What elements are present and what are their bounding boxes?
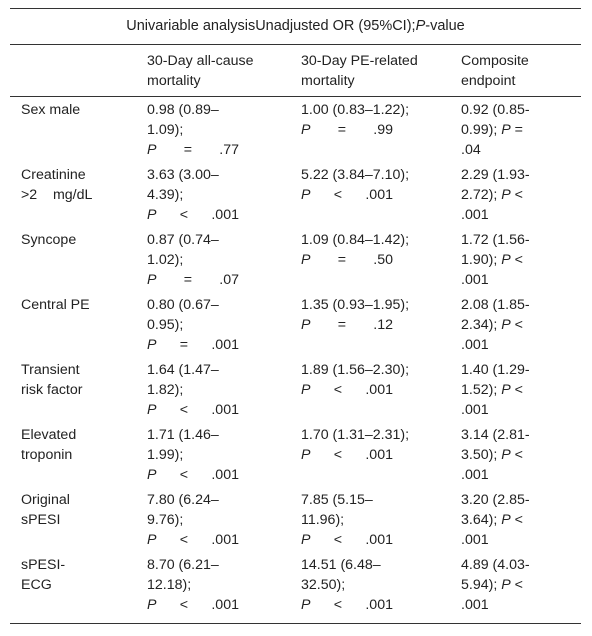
p-symbol: P: [147, 402, 157, 418]
cell-composite: [461, 295, 571, 355]
p-operator: <: [333, 597, 343, 613]
or-text: 1.02);: [147, 252, 184, 268]
cell-all-cause: [147, 165, 277, 225]
composite-text: 2.08 (1.85-: [461, 297, 530, 313]
p-operator: <: [333, 532, 343, 548]
column-header-all-cause: [147, 51, 277, 91]
composite-text: .001: [461, 272, 489, 288]
p-symbol: P: [147, 532, 157, 548]
p-value: .001: [365, 187, 393, 203]
column-header-line: 30-Day PE-related: [301, 53, 418, 69]
composite-text: 1.90); P <: [461, 252, 523, 268]
p-value-line: [301, 185, 393, 205]
row-label-line: Creatinine: [21, 167, 86, 183]
cell-composite: [461, 425, 571, 485]
or-text: 0.87 (0.74–: [147, 232, 219, 248]
p-value-line: [301, 445, 393, 465]
p-value: .001: [365, 597, 393, 613]
composite-text: 3.50); P <: [461, 447, 523, 463]
or-text: 1.71 (1.46–: [147, 427, 219, 443]
header-rule: [10, 44, 581, 45]
composite-text: .001: [461, 207, 489, 223]
or-text: 0.95);: [147, 317, 184, 333]
composite-text: .001: [461, 532, 489, 548]
title-tail: -value: [425, 18, 465, 34]
composite-text: 4.89 (4.03-: [461, 557, 530, 573]
p-operator: =: [183, 272, 193, 288]
p-value: .50: [373, 252, 393, 268]
p-symbol: P: [147, 337, 157, 353]
row-label-line: ECG: [21, 577, 52, 593]
column-header-pe-related: [301, 51, 449, 91]
p-value: .001: [211, 402, 239, 418]
cell-all-cause: [147, 230, 277, 290]
composite-text: 0.92 (0.85-: [461, 102, 530, 118]
p-value: .001: [365, 532, 393, 548]
or-text: 5.22 (3.84–7.10);: [301, 167, 410, 183]
p-value-line: [147, 595, 239, 615]
body-rule: [10, 96, 581, 97]
p-symbol: P: [147, 142, 157, 158]
p-value: .001: [211, 207, 239, 223]
cell-composite: [461, 100, 571, 160]
p-operator: <: [179, 597, 189, 613]
or-text: 7.80 (6.24–: [147, 492, 219, 508]
p-value-line: [147, 465, 239, 485]
or-text: 1.99);: [147, 447, 184, 463]
row-label-line: Original: [21, 492, 70, 508]
p-operator: <: [179, 467, 189, 483]
table-bottom-rule: [10, 623, 581, 624]
or-text: 1.82);: [147, 382, 184, 398]
row-label-line: risk factor: [21, 382, 83, 398]
column-header-line: mortality: [301, 73, 355, 89]
row-label-line: Transient: [21, 362, 80, 378]
cell-all-cause: [147, 425, 277, 485]
p-value-line: [301, 595, 393, 615]
row-label-line: sPESI-: [21, 557, 66, 573]
row-label-line: sPESI: [21, 512, 61, 528]
p-operator: =: [337, 252, 347, 268]
or-text: 1.35 (0.93–1.95);: [301, 297, 410, 313]
composite-text: .001: [461, 402, 489, 418]
composite-text: 3.20 (2.85-: [461, 492, 530, 508]
or-text: 0.98 (0.89–: [147, 102, 219, 118]
cell-pe-related: [301, 555, 449, 615]
p-value: .001: [211, 597, 239, 613]
p-operator: <: [333, 187, 343, 203]
p-value-line: [147, 530, 239, 550]
p-value: .12: [373, 317, 393, 333]
row-label-line: Syncope: [21, 232, 77, 248]
cell-pe-related: [301, 165, 449, 205]
p-symbol: P: [301, 187, 311, 203]
row-label: [21, 425, 121, 465]
p-value-line: [301, 380, 393, 400]
cell-composite: [461, 360, 571, 420]
composite-text: 1.40 (1.29-: [461, 362, 530, 378]
p-value: .001: [365, 382, 393, 398]
p-operator: <: [333, 382, 343, 398]
row-label-line: Central PE: [21, 297, 90, 313]
p-value-line: [301, 315, 393, 335]
composite-text: 2.34); P <: [461, 317, 523, 333]
or-text: 1.00 (0.83–1.22);: [301, 102, 410, 118]
row-label-line: troponin: [21, 447, 73, 463]
table-title: [10, 8, 581, 44]
p-value: .001: [365, 447, 393, 463]
column-header-line: 30-Day all-cause: [147, 53, 254, 69]
cell-composite: [461, 490, 571, 550]
p-symbol: P: [301, 317, 311, 333]
p-operator: <: [179, 207, 189, 223]
cell-composite: [461, 555, 571, 615]
column-header-line: Composite: [461, 53, 529, 69]
or-text: 32.50);: [301, 577, 346, 593]
p-value-line: [301, 530, 393, 550]
cell-all-cause: [147, 555, 277, 615]
or-text: 1.64 (1.47–: [147, 362, 219, 378]
cell-composite: [461, 165, 571, 225]
p-value: .001: [211, 467, 239, 483]
or-text: 0.80 (0.67–: [147, 297, 219, 313]
composite-text: 5.94); P <: [461, 577, 523, 593]
cell-all-cause: [147, 490, 277, 550]
row-label: [21, 100, 121, 120]
p-operator: <: [179, 532, 189, 548]
or-text: 1.70 (1.31–2.31);: [301, 427, 410, 443]
p-value-line: [147, 400, 239, 420]
row-label: [21, 555, 121, 595]
row-label-line: Elevated: [21, 427, 77, 443]
p-value-line: [301, 250, 393, 270]
composite-text: 2.29 (1.93-: [461, 167, 530, 183]
p-symbol: P: [147, 207, 157, 223]
p-value-line: [147, 270, 239, 290]
row-label: [21, 360, 121, 400]
p-operator: <: [333, 447, 343, 463]
column-header-composite: [461, 51, 571, 91]
column-header-line: endpoint: [461, 73, 516, 89]
row-label-line: Sex male: [21, 102, 81, 118]
p-value-line: [147, 335, 239, 355]
p-value-line: [147, 205, 239, 225]
cell-pe-related: [301, 230, 449, 270]
composite-text: 3.14 (2.81-: [461, 427, 530, 443]
row-label: [21, 490, 121, 530]
composite-text: .001: [461, 337, 489, 353]
composite-text: .001: [461, 597, 489, 613]
composite-text: 1.52); P <: [461, 382, 523, 398]
p-value: .001: [211, 337, 239, 353]
p-symbol: P: [301, 532, 311, 548]
cell-pe-related: [301, 425, 449, 465]
cell-pe-related: [301, 100, 449, 140]
or-text: 1.89 (1.56–2.30);: [301, 362, 410, 378]
column-header-line: mortality: [147, 73, 201, 89]
or-text: 14.51 (6.48–: [301, 557, 381, 573]
p-value-line: [301, 120, 393, 140]
or-text: 7.85 (5.15–: [301, 492, 373, 508]
or-text: 11.96);: [301, 512, 345, 528]
or-text: 12.18);: [147, 577, 192, 593]
row-label: [21, 165, 121, 205]
composite-text: 3.64); P <: [461, 512, 523, 528]
p-value: .001: [211, 532, 239, 548]
cell-pe-related: [301, 490, 449, 550]
p-operator: =: [337, 317, 347, 333]
row-label-line: >2 mg/dL: [21, 187, 93, 203]
or-text: 4.39);: [147, 187, 184, 203]
cell-pe-related: [301, 360, 449, 400]
p-operator: =: [179, 337, 189, 353]
composite-text: 1.72 (1.56-: [461, 232, 530, 248]
row-label: [21, 230, 121, 250]
cell-all-cause: [147, 360, 277, 420]
or-text: 9.76);: [147, 512, 184, 528]
p-symbol: P: [147, 597, 157, 613]
cell-pe-related: [301, 295, 449, 335]
p-value: .77: [219, 142, 239, 158]
p-value: .07: [219, 272, 239, 288]
composite-text: 0.99); P =: [461, 122, 523, 138]
or-text: 1.09);: [147, 122, 184, 138]
p-symbol: P: [301, 252, 311, 268]
cell-all-cause: [147, 295, 277, 355]
p-value-line: [147, 140, 239, 160]
or-text: 3.63 (3.00–: [147, 167, 219, 183]
p-operator: <: [179, 402, 189, 418]
p-symbol: P: [301, 597, 311, 613]
p-symbol: P: [301, 382, 311, 398]
title-p: P: [415, 18, 426, 34]
composite-text: 2.72); P <: [461, 187, 523, 203]
row-label: [21, 295, 121, 315]
cell-all-cause: [147, 100, 277, 160]
p-symbol: P: [147, 272, 157, 288]
cell-composite: [461, 230, 571, 290]
composite-text: .001: [461, 467, 489, 483]
p-operator: =: [183, 142, 193, 158]
or-text: 1.09 (0.84–1.42);: [301, 232, 410, 248]
composite-text: .04: [461, 142, 481, 158]
p-operator: =: [337, 122, 347, 138]
p-value: .99: [373, 122, 393, 138]
p-symbol: P: [301, 122, 311, 138]
title-text: Univariable analysisUnadjusted OR (95%CI);: [126, 18, 416, 34]
or-text: 8.70 (6.21–: [147, 557, 219, 573]
p-symbol: P: [301, 447, 311, 463]
p-symbol: P: [147, 467, 157, 483]
